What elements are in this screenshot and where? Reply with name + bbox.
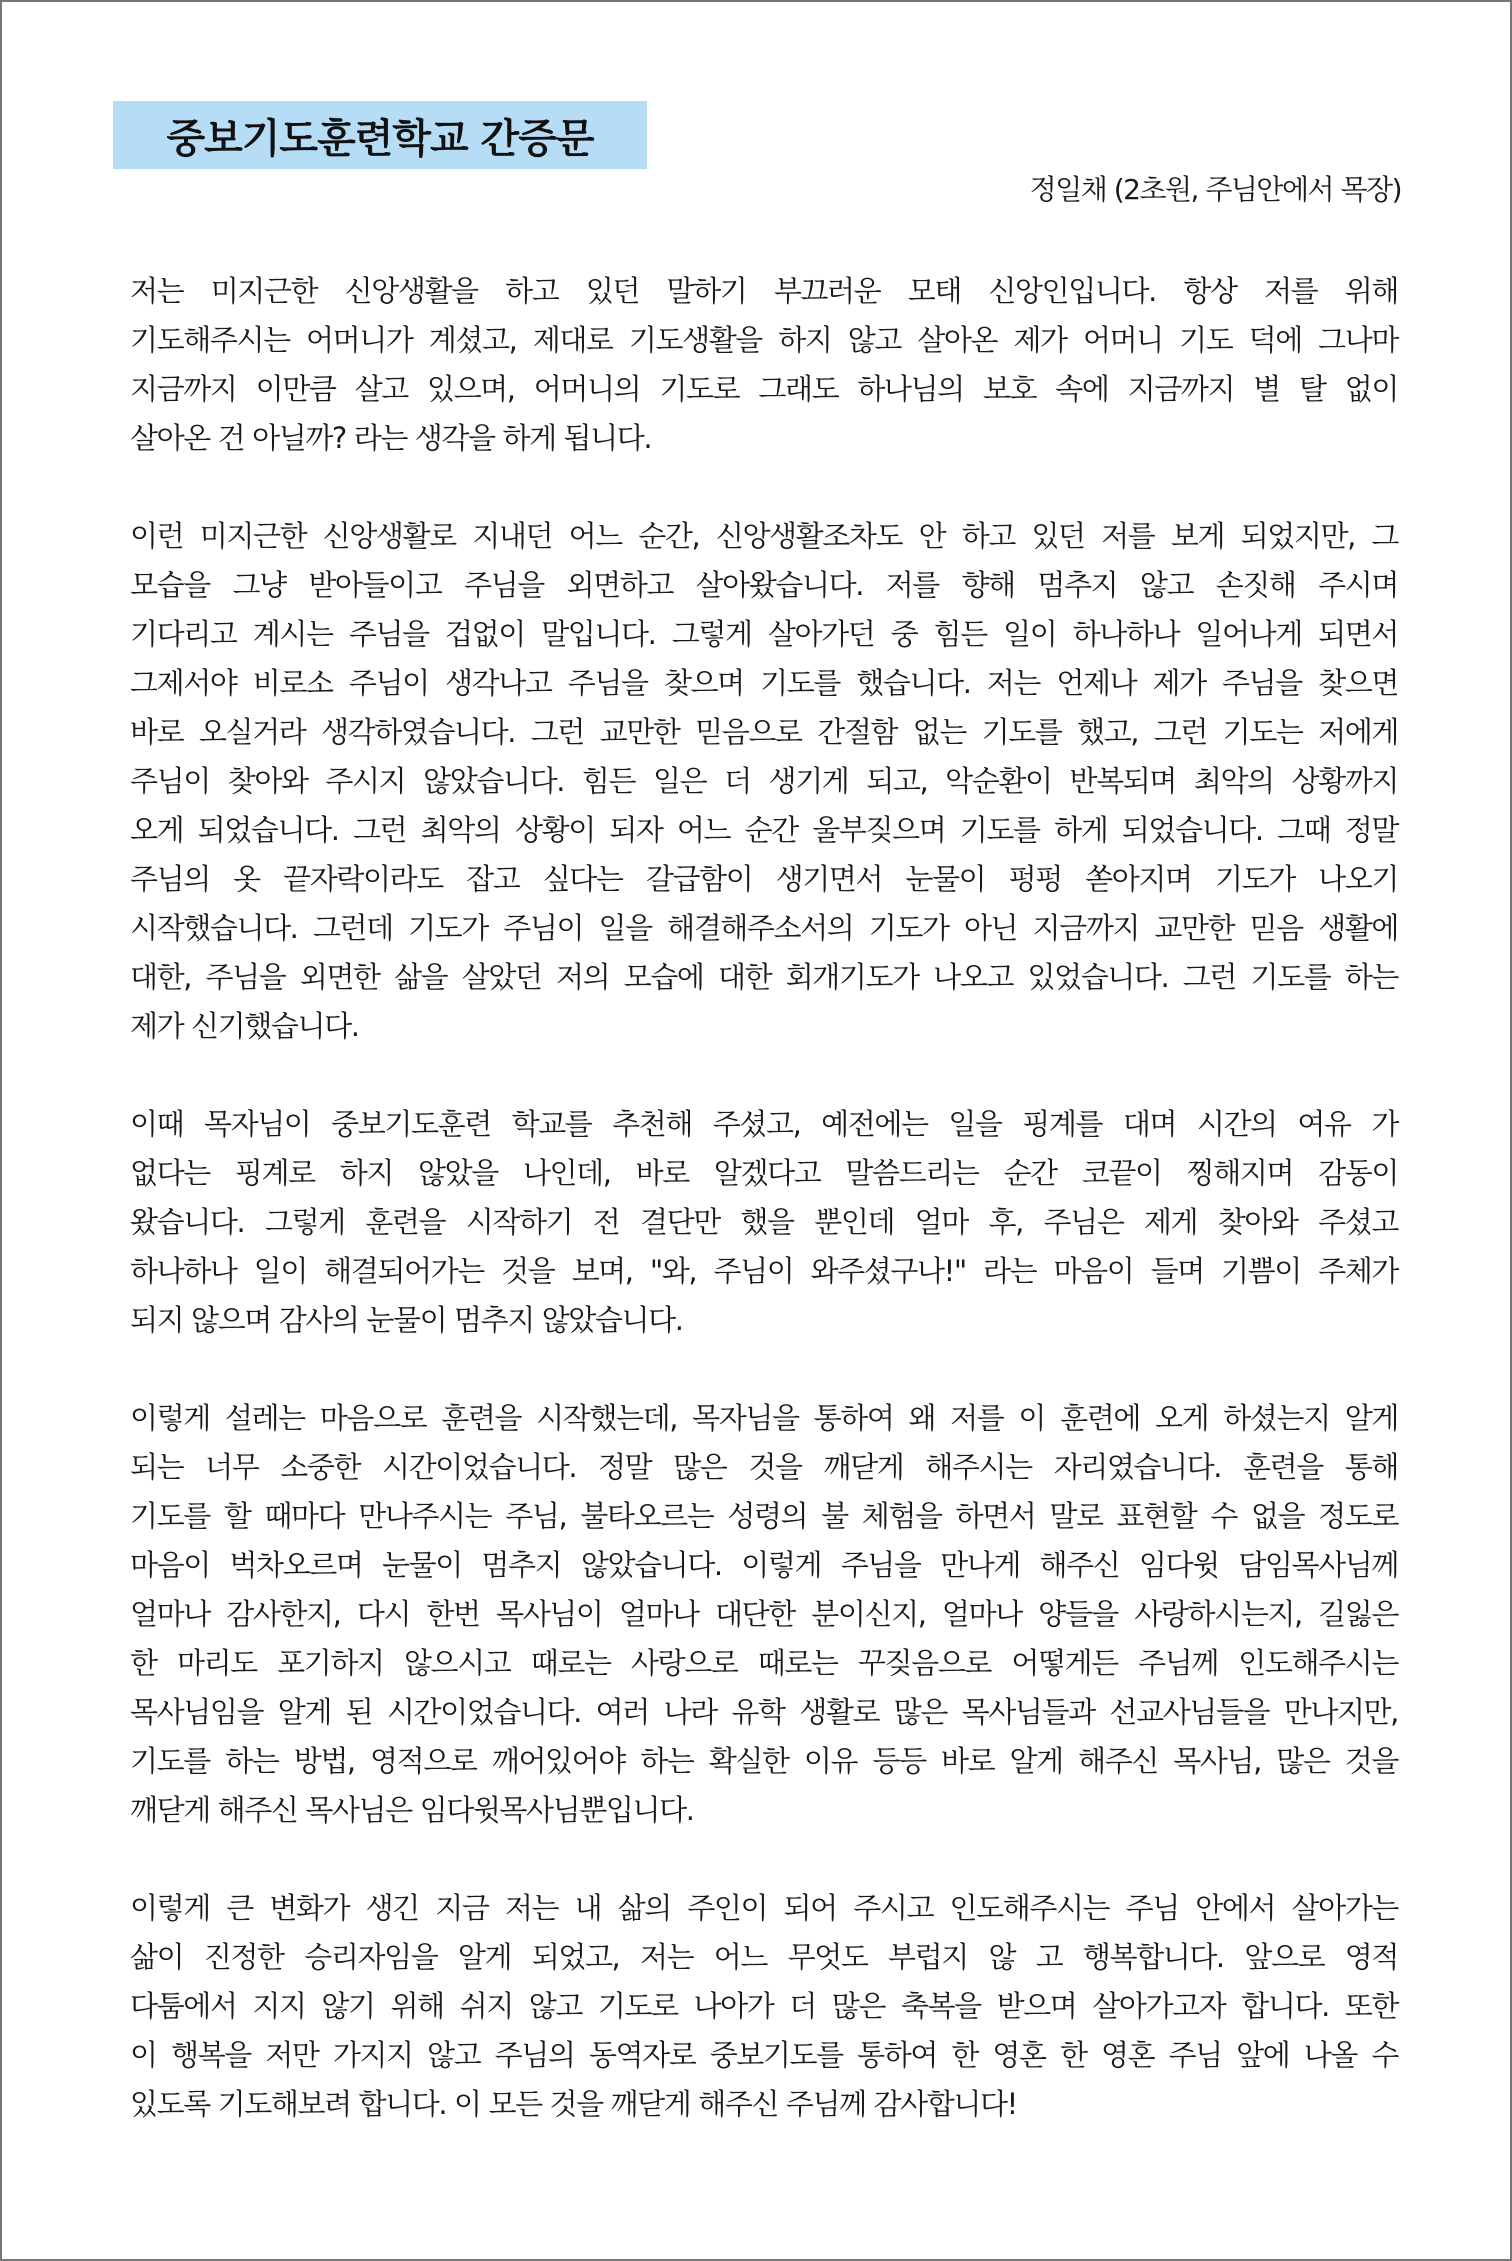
text-line: 기도를 하는 방법, 영적으로 깨어있어야 하는 확실한 이유 등등 바로 알게 해주신 목사님, 많은 것을 — [130, 1744, 1398, 1778]
paragraph-3 — [130, 1100, 1398, 1345]
text-line: 살아온 건 아닐까? 라는 생각을 하게 됩니다. — [130, 421, 652, 455]
text-line: 얼마나 감사한지, 다시 한번 목사님이 얼마나 대단한 분이신지, 얼마나 양들을 사랑하시는지, 길잃은 — [130, 1597, 1398, 1631]
text-line: 그제서야 비로소 주님이 생각나고 주님을 찾으며 기도를 했습니다. 저는 언제나 제가 주님을 찾으면 — [130, 666, 1398, 700]
text-line: 기도해주시는 어머니가 계셨고, 제대로 기도생활을 하지 않고 살아온 제가 어머니 기도 덕에 그나마 — [130, 323, 1398, 357]
text-line: 오게 되었습니다. 그런 최악의 상황이 되자 어느 순간 울부짖으며 기도를 하게 되었습니다. 그때 정말 — [130, 813, 1398, 847]
text-line: 지금까지 이만큼 살고 있으며, 어머니의 기도로 그래도 하나님의 보호 속에 지금까지 별 탈 없이 — [130, 372, 1398, 406]
text-line: 대한, 주님을 외면한 삶을 살았던 저의 모습에 대한 회개기도가 나오고 있었습니다. 그런 기도를 하는 — [130, 960, 1398, 994]
text-line: 주님의 옷 끝자락이라도 잡고 싶다는 갈급함이 생기면서 눈물이 펑펑 쏟아지며 기도가 나오기 — [130, 862, 1398, 896]
text-line: 저는 미지근한 신앙생활을 하고 있던 말하기 부끄러운 모태 신앙인입니다. 항상 저를 위해 — [130, 274, 1398, 308]
text-line: 주님이 찾아와 주시지 않았습니다. 힘든 일은 더 생기게 되고, 악순환이 반복되며 최악의 상황까지 — [130, 764, 1398, 798]
text-line: 삶이 진정한 승리자임을 알게 되었고, 저는 어느 무엇도 부럽지 않 고 행복합니다. 앞으로 영적 — [130, 1940, 1398, 1974]
text-line: 되지 않으며 감사의 눈물이 멈추지 않았습니다. — [130, 1303, 683, 1337]
text-line: 이 행복을 저만 가지지 않고 주님의 동역자로 중보기도를 통하여 한 영혼 한 영혼 주님 앞에 나올 수 — [130, 2038, 1398, 2072]
text-line: 이런 미지근한 신앙생활로 지내던 어느 순간, 신앙생활조차도 안 하고 있던 저를 보게 되었지만, 그 — [130, 519, 1398, 553]
text-line: 모습을 그냥 받아들이고 주님을 외면하고 살아왔습니다. 저를 향해 멈추지 않고 손짓해 주시며 — [130, 568, 1398, 602]
text-line: 이렇게 큰 변화가 생긴 지금 저는 내 삶의 주인이 되어 주시고 인도해주시는 주님 안에서 살아가는 — [130, 1891, 1398, 1925]
text-line: 없다는 핑계로 하지 않았을 나인데, 바로 알겠다고 말씀드리는 순간 코끝이 찡해지며 감동이 — [130, 1156, 1398, 1190]
text-line: 이렇게 설레는 마음으로 훈련을 시작했는데, 목자님을 통하여 왜 저를 이 훈련에 오게 하셨는지 알게 — [130, 1401, 1398, 1435]
paragraph-4 — [130, 1394, 1398, 1835]
text-line: 목사님임을 알게 된 시간이었습니다. 여러 나라 유학 생활로 많은 목사님들과 선교사님들을 만나지만, — [130, 1695, 1398, 1729]
paragraph-2 — [130, 512, 1398, 1051]
paragraph-1 — [130, 267, 1398, 463]
text-line: 마음이 벅차오르며 눈물이 멈추지 않았습니다. 이렇게 주님을 만나게 해주신 임다윗 담임목사님께 — [130, 1548, 1398, 1582]
text-line: 기다리고 계시는 주님을 겁없이 말입니다. 그렇게 살아가던 중 힘든 일이 하나하나 일어나게 되면서 — [130, 617, 1398, 651]
author-line: 정일채 (2초원, 주님안에서 목장) — [1029, 173, 1401, 206]
text-line: 이때 목자님이 중보기도훈련 학교를 추천해 주셨고, 예전에는 일을 핑계를 대며 시간의 여유 가 — [130, 1107, 1398, 1141]
document-title: 중보기도훈련학교 간증문 — [166, 115, 594, 162]
title-banner — [113, 101, 647, 169]
text-line: 다툼에서 지지 않기 위해 쉬지 않고 기도로 나아가 더 많은 축복을 받으며 살아가고자 합니다. 또한 — [130, 1989, 1398, 2023]
text-line: 하나하나 일이 해결되어가는 것을 보며, "와, 주님이 와주셨구나!" 라는 마음이 들며 기쁨이 주체가 — [130, 1254, 1398, 1288]
text-line: 바로 오실거라 생각하였습니다. 그런 교만한 믿음으로 간절함 없는 기도를 했고, 그런 기도는 저에게 — [130, 715, 1398, 749]
text-line: 시작했습니다. 그런데 기도가 주님이 일을 해결해주소서의 기도가 아닌 지금까지 교만한 믿음 생활에 — [130, 911, 1398, 945]
text-line: 기도를 할 때마다 만나주시는 주님, 불타오르는 성령의 불 체험을 하면서 말로 표현할 수 없을 정도로 — [130, 1499, 1398, 1533]
paragraph-5 — [130, 1884, 1398, 2129]
text-line: 깨닫게 해주신 목사님은 임다윗목사님뿐입니다. — [130, 1793, 694, 1827]
text-line: 왔습니다. 그렇게 훈련을 시작하기 전 결단만 했을 뿐인데 얼마 후, 주님은 제게 찾아와 주셨고 — [130, 1205, 1398, 1239]
text-line: 제가 신기했습니다. — [130, 1009, 359, 1043]
text-line: 있도록 기도해보려 합니다. 이 모든 것을 깨닫게 해주신 주님께 감사합니다! — [130, 2087, 1017, 2121]
text-line: 되는 너무 소중한 시간이었습니다. 정말 많은 것을 깨닫게 해주시는 자리였습니다. 훈련을 통해 — [130, 1450, 1398, 1484]
text-line: 한 마리도 포기하지 않으시고 때로는 사랑으로 때로는 꾸짖음으로 어떻게든 주님께 인도해주시는 — [130, 1646, 1398, 1680]
testimony-body — [130, 267, 1398, 2178]
